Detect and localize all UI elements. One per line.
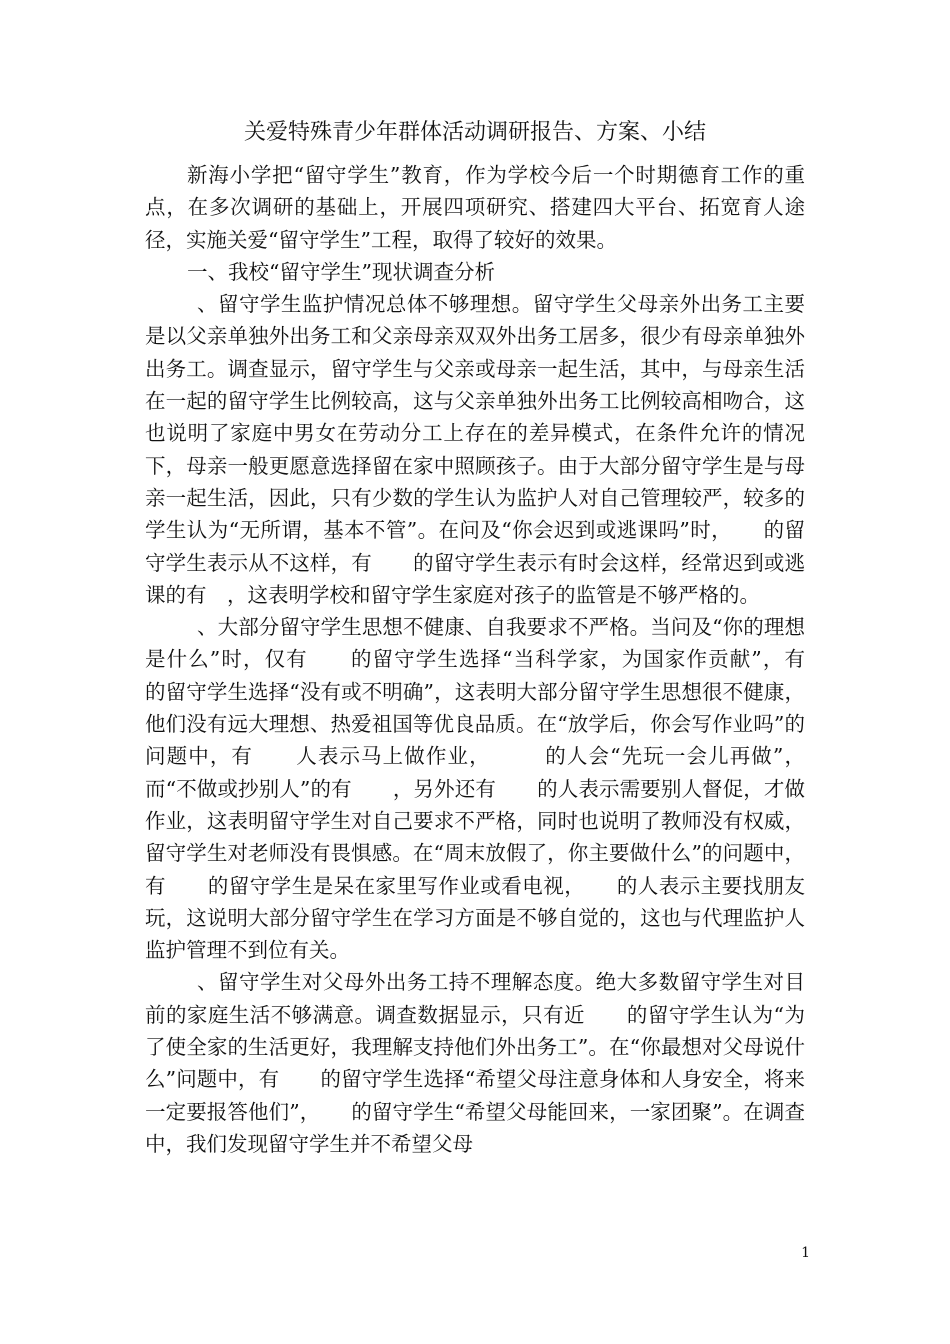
- document-title: 关爱特殊青少年群体活动调研报告、方案、小结: [243, 120, 706, 145]
- paragraph-item-2: 、大部分留守学生思想不健康、自我要求不严格。当问及“你的理想是什么”时，仅有 的留守学生选择“当科学家，为国家作贡献”，有 的留守学生选择“没有或不明确”，这表明大部分留守学生思想很不健康，他们没有远大理想、热爱祖国等优良品质。在“放学后，你会写作业吗”的问题中，有 人表示马上做作业， 的人会“先玩一会儿再做”，而“不做或抄别人”的有 ，另外还有 的人表示需要别人督促，才做作业，这表明留守学生对自己要求不严格，同时也说明了教师没有权威，留守学生对老师没有畏惧感。在“周末放假了，你主要做什么”的问题中，有 的留守学生是呆在家里写作业或看电视， 的人表示主要找朋友玩，这说明大部分留守学生在学习方面是不够自觉的，这也与代理监护人监护管理不到位有关。: [145, 615, 846, 963]
- page-number: 1: [801, 1245, 810, 1261]
- section-heading: 一、我校“留守学生”现状调查分析: [187, 259, 495, 284]
- paragraph-item-1: 、留守学生监护情况总体不够理想。留守学生父母亲外出务工主要是以父亲单独外出务工和父亲母亲双双外出务工居多，很少有母亲单独外出务工。调查显示，留守学生与父亲或母亲一起生活，其中，与母亲生活在一起的留守学生比例较高，这与父亲单独外出务工比例较高相吻合，这也说明了家庭中男女在劳动分工上存在的差异模式，在条件允许的情况下，母亲一般更愿意选择留在家中照顾孩子。由于大部分留守学生是与母亲一起生活，因此，只有少数的学生认为监护人对自己管理较严，较多的学生认为“无所谓，基本不管”。在问及“你会迟到或逃课吗”时， 的留守学生表示从不这样，有 的留守学生表示有时会这样，经常迟到或逃课的有 ，这表明学校和留守学生家庭对孩子的监管是不够严格的。: [145, 292, 805, 607]
- document-body: [145, 159, 846, 1160]
- paragraph-item-3: 、留守学生对父母外出务工持不理解态度。绝大多数留守学生对目前的家庭生活不够满意。调查数据显示，只有近 的留守学生认为“为了使全家的生活更好，我理解支持他们外出务工”。在“你最想对父母说什么”问题中，有 的留守学生选择“希望父母注意身体和人身安全，将来一定要报答他们”， 的留守学生“希望父母能回来，一家团聚”。在调查中，我们发现留守学生并不希望父母: [145, 970, 805, 1156]
- paragraph-intro: 新海小学把“留守学生”教育，作为学校今后一个时期德育工作的重点，在多次调研的基础上，开展四项研究、搭建四大平台、拓宽育人途径，实施关爱“留守学生”工程，取得了较好的效果。: [145, 163, 805, 252]
